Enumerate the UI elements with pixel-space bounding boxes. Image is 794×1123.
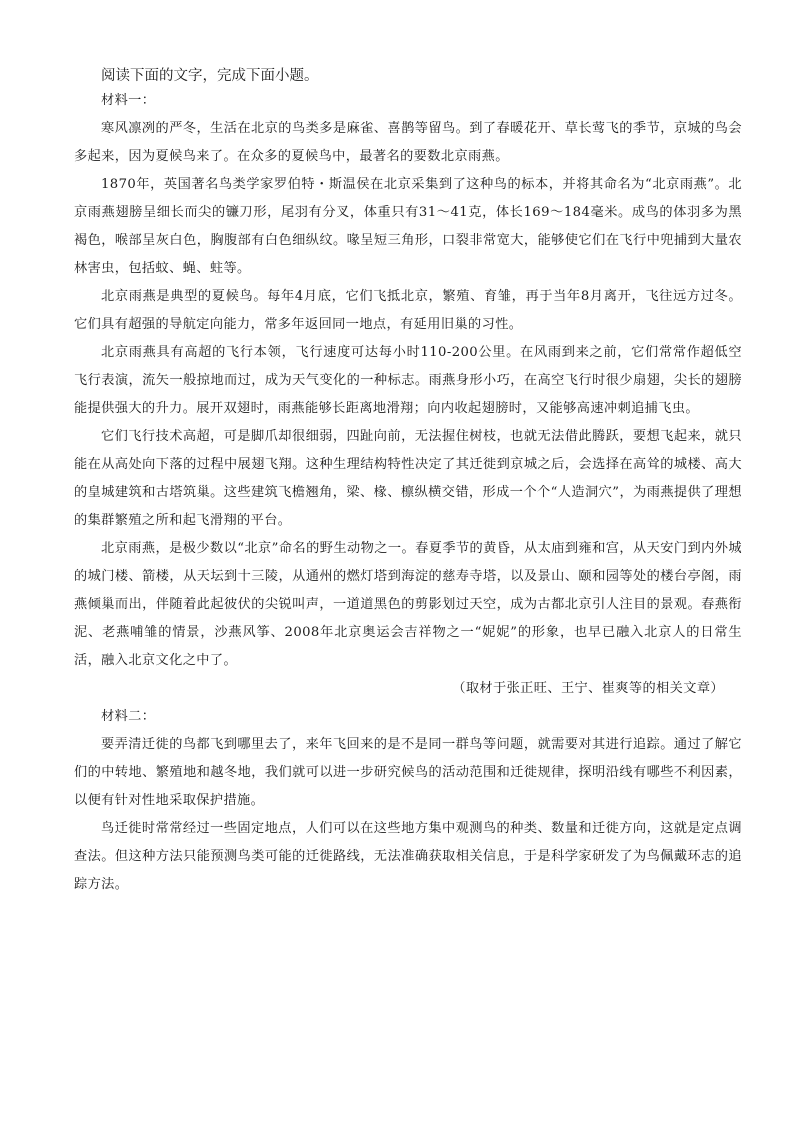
material-one-paragraph: 它们飞行技术高超，可是脚爪却很细弱，四趾向前，无法握住树枝，也就无法借此腾跃，要想飞起来，就只能在从高处向下落的过程中展翅飞翔。这种生理结构特性决定了其迁徙到京城之后，会选择在高耸的城楼、高大的皇城建筑和古塔筑巢。这些建筑飞檐翘角，梁、椽、檩纵横交错，形成一个个“人造洞穴”，为雨燕提供了理想的集群繁殖之所和起飞滑翔的平台。 <box>74 429 742 528</box>
material-two-heading: 材料二： <box>101 709 156 724</box>
material-one-heading: 材料一： <box>101 93 156 108</box>
material-two-paragraph: 要弄清迁徙的鸟都飞到哪里去了，来年飞回来的是不是同一群鸟等问题，就需要对其进行追踪。通过了解它们的中转地、繁殖地和越冬地，我们就可以进一步研究候鸟的活动范围和迁徙规律，探明沿线有哪些不利因素，以便有针对性地采取保护措施。 <box>74 737 742 808</box>
material-one-paragraph: 北京雨燕是典型的夏候鸟。每年4月底，它们飞抵北京，繁殖、育雏，再于当年8月离开，飞往远方过冬。它们具有超强的导航定向能力，常多年返回同一地点，有延用旧巢的习性。 <box>74 289 742 332</box>
material-one-paragraph: 1870年，英国著名鸟类学家罗伯特・斯温侯在北京采集到了这种鸟的标本，并将其命名为“北京雨燕”。北京雨燕翅膀呈细长而尖的镰刀形，尾羽有分叉，体重只有31～41克，体长169～184毫米。成鸟的体羽多为黑褐色，喉部呈灰白色，胸腹部有白色细纵纹。喙呈短三角形，口裂非常宽大，能够使它们在飞行中兜捕到大量农林害虫，包括蚊、蝇、蛀等。 <box>74 177 742 276</box>
material-one-paragraph: 北京雨燕具有高超的飞行本领，飞行速度可达每小时110-200公里。在风雨到来之前，它们常常作超低空飞行表演，流矢一般掠地而过，成为天气变化的一种标志。雨燕身形小巧，在高空飞行时很少扇翅，尖长的翅膀能提供强大的升力。展开双翅时，雨燕能够长距离地滑翔；向内收起翅膀时，又能够高速冲刺追捕飞虫。 <box>74 345 742 416</box>
material-one-paragraph: 北京雨燕，是极少数以“北京”命名的野生动物之一。春夏季节的黄昏，从太庙到雍和宫，从天安门到内外城的城门楼、箭楼，从天坛到十三陵，从通州的燃灯塔到海淀的慈寿寺塔，以及景山、颐和园等处的楼台亭阁，雨燕倾巢而出，伴随着此起彼伏的尖锐叫声，一道道黑色的剪影划过天空，成为古都北京引人注目的景观。春燕衔泥、老燕哺雏的情景，沙燕风筝、2008年北京奥运会吉祥物之一“妮妮”的形象，也早已融入北京人的日常生活，融入北京文化之中了。 <box>74 541 742 668</box>
question-instruction: 阅读下面的文字，完成下面小题。 <box>101 68 319 84</box>
material-one-paragraph: 寒风凛冽的严冬，生活在北京的鸟类多是麻雀、喜鹊等留鸟。到了春暖花开、草长莺飞的季节，京城的鸟会多起来，因为夏候鸟来了。在众多的夏候鸟中，最著名的要数北京雨燕。 <box>74 121 742 164</box>
material-one-source: （取材于张正旺、王宁、崔爽等的相关文章） <box>452 681 724 696</box>
reading-passage <box>74 87 742 899</box>
material-two-paragraph: 鸟迁徙时常常经过一些固定地点，人们可以在这些地方集中观测鸟的种类、数量和迁徙方向，这就是定点调查法。但这种方法只能预测鸟类可能的迁徙路线，无法准确获取相关信息，于是科学家研发了为鸟佩戴环志的追踪方法。 <box>74 821 742 892</box>
